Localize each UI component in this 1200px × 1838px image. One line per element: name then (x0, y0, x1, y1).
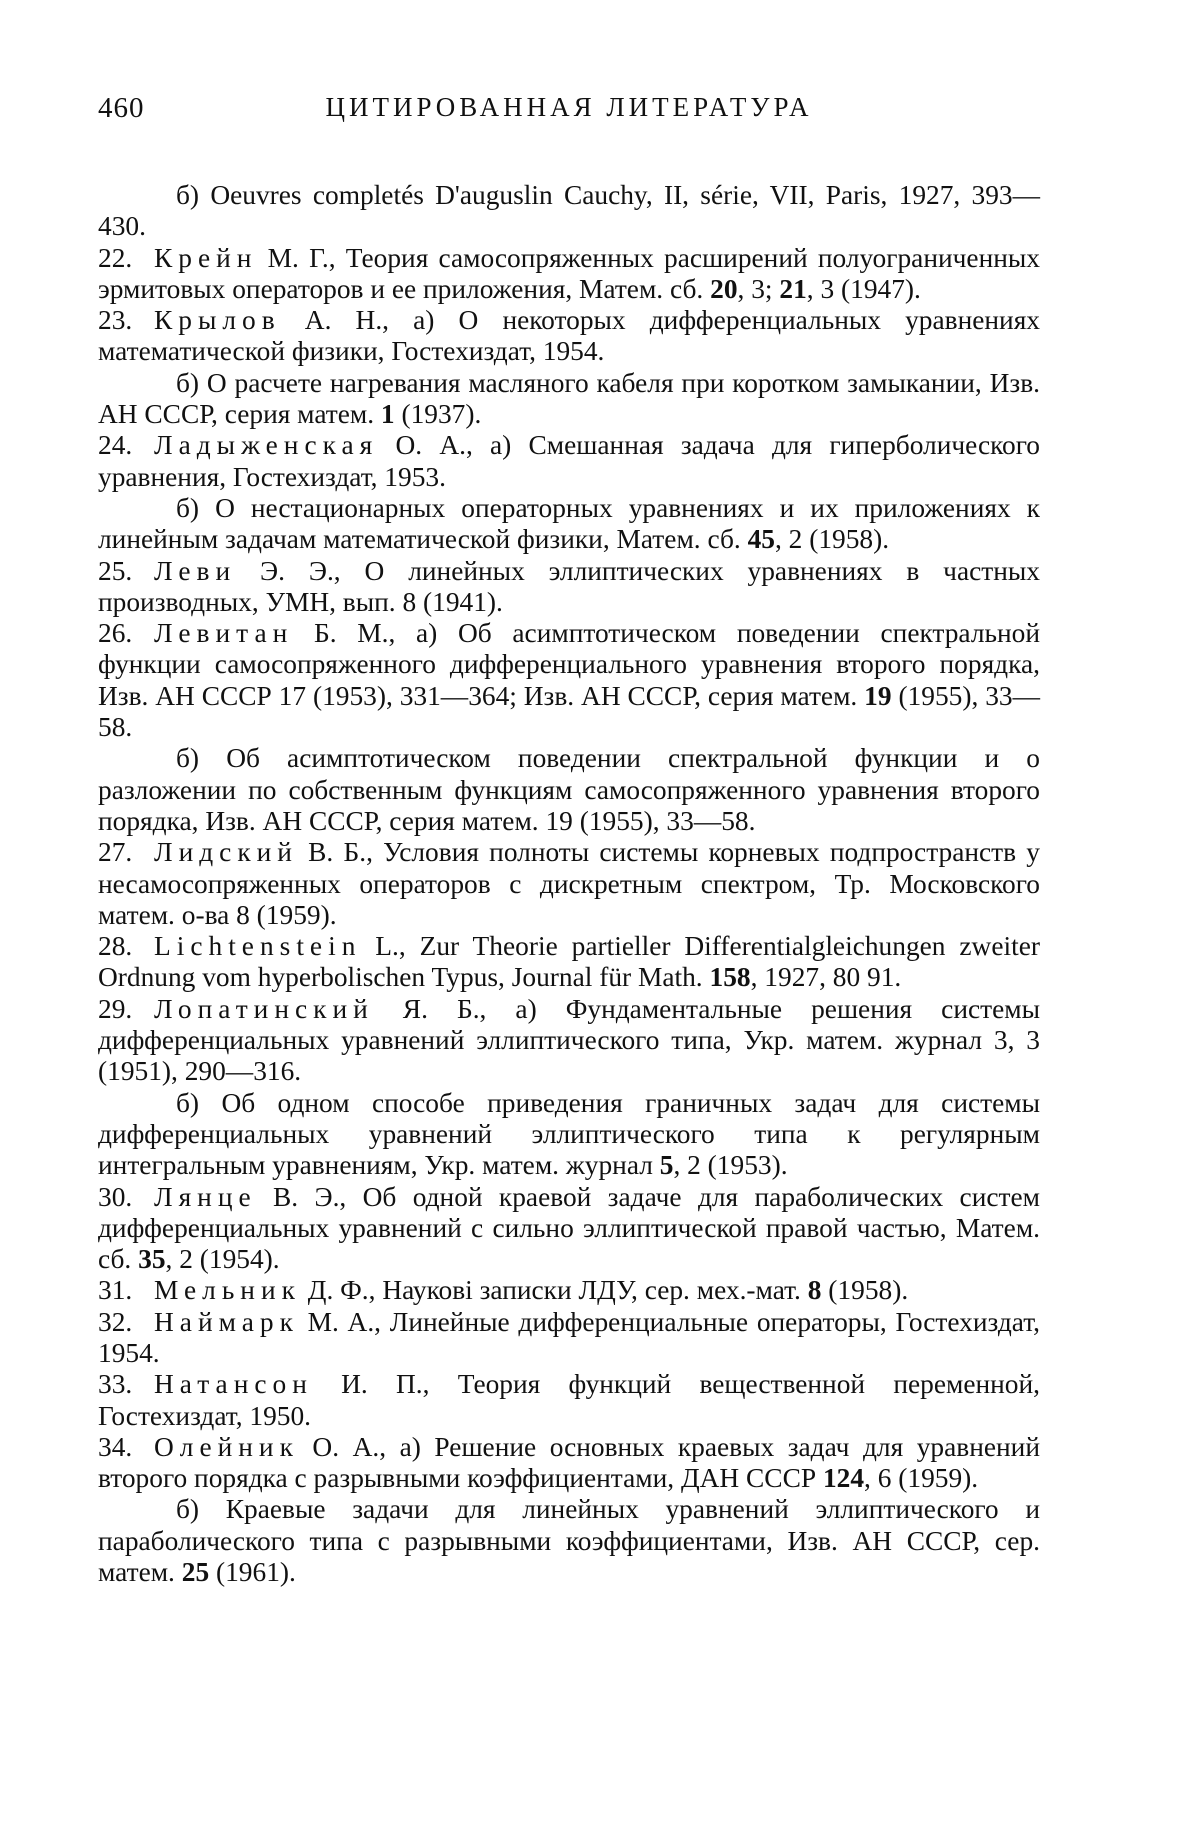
reference-entry (98, 1369, 1040, 1432)
reference-author: Мельник (154, 1275, 301, 1306)
reference-author: Олейник (154, 1431, 299, 1462)
reference-text: О. А., а) Решение основных краевых задач для уравнений второго порядка с разрывными коэффициентами, ДАН СССР (98, 1431, 1040, 1494)
reference-text: б) О нестационарных операторных уравнениях и их приложениях к линейным задачам математической физики, Матем. сб. (98, 492, 1040, 555)
reference-text: А. Н., а) О некоторых дифференциальных уравнениях математической физики, Гостехиздат, 1954. (98, 305, 1040, 367)
reference-author: Лянце (154, 1181, 257, 1212)
reference-text: (1955), 33—58. (98, 680, 1040, 743)
reference-text: , 2 (1954). (165, 1244, 280, 1275)
reference-text: М. А., Линейные дифференциальные операторы, Гостехиздат, 1954. (98, 1306, 1040, 1368)
reference-author: Крылов (154, 305, 281, 336)
reference-volume: 45 (747, 524, 775, 555)
reference-volume: 8 (807, 1275, 822, 1306)
reference-volume: 19 (864, 680, 892, 711)
reference-text: б) Об одном способе приведения граничных задач для системы дифференциальных уравнений эллиптического типа к регулярным интегральным уравнениям, Укр. матем. журнал (98, 1087, 1040, 1181)
reference-entry (98, 305, 1040, 368)
reference-entry (98, 1275, 1040, 1306)
reference-number: 25. (98, 555, 133, 586)
reference-volume: 124 (822, 1463, 865, 1494)
reference-author: Леви (154, 555, 237, 586)
reference-text: В. Э., Об одной краевой задаче для параболических систем дифференциальных уравнений с сильно эллиптической правой частью, Матем. сб. (98, 1181, 1040, 1275)
reference-author: Левитан (154, 618, 294, 649)
reference-text: L., Zur Theorie partieller Differentialgleichungen zweiter Ordnung vom hyperbolischen Typus, Journal für Math. (98, 931, 1040, 993)
reference-number: 31. (98, 1275, 133, 1306)
reference-continuation: б) Oeuvres completés D'auguslin Cauchy, II, série, VII, Paris, 1927, 393—430. (98, 180, 1040, 242)
reference-number: 30. (98, 1181, 133, 1212)
reference-text: , 6 (1959). (864, 1463, 979, 1494)
reference-text: , 2 (1958). (774, 524, 890, 555)
reference-entry (98, 243, 1040, 306)
reference-author: Лопатинский (154, 993, 374, 1024)
reference-author: Lichtenstein (154, 931, 362, 962)
reference-number: 28. (98, 931, 133, 962)
reference-text: , 3; (737, 273, 780, 304)
reference-volume: 5 (659, 1150, 674, 1181)
reference-text: , 3 (1947). (806, 273, 921, 304)
reference-text: , 2 (1953). (673, 1150, 788, 1181)
reference-entry (98, 931, 1040, 994)
reference-author: Ладыженская (154, 430, 379, 461)
reference-entry (98, 994, 1040, 1088)
reference-text: М. Г., Теория самосопряженных расширений полуограниченных эрмитовых операторов и ее приложения, Матем. сб. (98, 242, 1040, 304)
reference-text: (1958). (821, 1275, 909, 1306)
reference-text: Э. Э., О линейных эллиптических уравнениях в частных производных, УМН, вып. 8 (1941). (98, 555, 1040, 617)
reference-volume: 21 (779, 273, 807, 304)
reference-text: Б. М., а) Об асимптотическом поведении спектральной функции самосопряженного дифференциального уравнения второго порядка, Изв. АН СССР 17 (1953), 331—364; Изв. АН СССР, серия матем. (98, 618, 1040, 711)
reference-text: б) Об асимптотическом поведении спектральной функции и о разложении по собственным функциям самосопряженного уравнения второго порядка, Изв. АН СССР, серия матем. 19 (1955), 33—58. (98, 743, 1040, 836)
reference-text: (1961). (209, 1557, 296, 1588)
reference-number: 24. (98, 430, 133, 461)
reference-number: 22. (98, 242, 133, 273)
reference-number: 29. (98, 993, 133, 1024)
reference-entry (98, 1182, 1040, 1276)
reference-text: , 1927, 80 91. (750, 962, 902, 993)
reference-volume: 1 (380, 399, 395, 430)
reference-volume: 35 (138, 1244, 166, 1275)
reference-author: Крейн (154, 242, 258, 273)
running-title: ЦИТИРОВАННАЯ ЛИТЕРАТУРА (325, 92, 813, 122)
page-header (98, 92, 1040, 132)
reference-text: б) Краевые задачи для линейных уравнений эллиптического и параболического типа с разрывными коэффициентами, Изв. АН СССР, сер. матем. (98, 1494, 1040, 1588)
reference-subentry (98, 1494, 1040, 1588)
reference-text: И. П., Теория функций вещественной переменной, Гостехиздат, 1950. (98, 1369, 1040, 1431)
reference-entry (98, 618, 1040, 743)
reference-volume: 25 (181, 1557, 210, 1588)
reference-text: б) О расчете нагревания масляного кабеля при коротком замыкании, Изв. АН СССР, серия матем. (98, 367, 1040, 430)
reference-text: Я. Б., а) Фундаментальные решения системы дифференциальных уравнений эллиптического типа, Укр. матем. журнал 3, 3 (1951), 290—316. (98, 993, 1040, 1087)
reference-subentry (98, 368, 1040, 431)
reference-subentry (98, 743, 1040, 837)
page-number: 460 (98, 92, 145, 124)
reference-number: 23. (98, 305, 133, 336)
reference-author: Лидский (154, 837, 298, 868)
reference-entry (98, 1432, 1040, 1495)
reference-entry (98, 837, 1040, 931)
reference-subentry (98, 493, 1040, 556)
reference-entry (98, 430, 1040, 493)
reference-entry (98, 556, 1040, 619)
reference-volume: 158 (709, 962, 751, 993)
reference-number: 26. (98, 618, 133, 649)
reference-number: 33. (98, 1369, 133, 1400)
reference-text: (1937). (394, 399, 482, 430)
reference-entry (98, 1307, 1040, 1370)
reference-author: Наймарк (154, 1306, 299, 1337)
reference-list (98, 180, 1040, 1588)
reference-number: 32. (98, 1306, 133, 1337)
reference-text: О. А., а) Смешанная задача для гиперболического уравнения, Гостехиздат, 1953. (98, 430, 1040, 492)
reference-author: Натансон (154, 1369, 313, 1400)
reference-subentry (98, 1088, 1040, 1182)
reference-volume: 20 (710, 273, 738, 304)
reference-text: В. Б., Условия полноты системы корневых подпространств у несамосопряженных операторов с дискретным спектром, Тр. Московского матем. о-ва 8 (1959). (98, 837, 1040, 930)
reference-number: 34. (98, 1431, 133, 1462)
reference-text: Д. Ф., Наукові записки ЛДУ, сер. мех.-мат. (300, 1275, 808, 1306)
reference-number: 27. (98, 837, 133, 868)
